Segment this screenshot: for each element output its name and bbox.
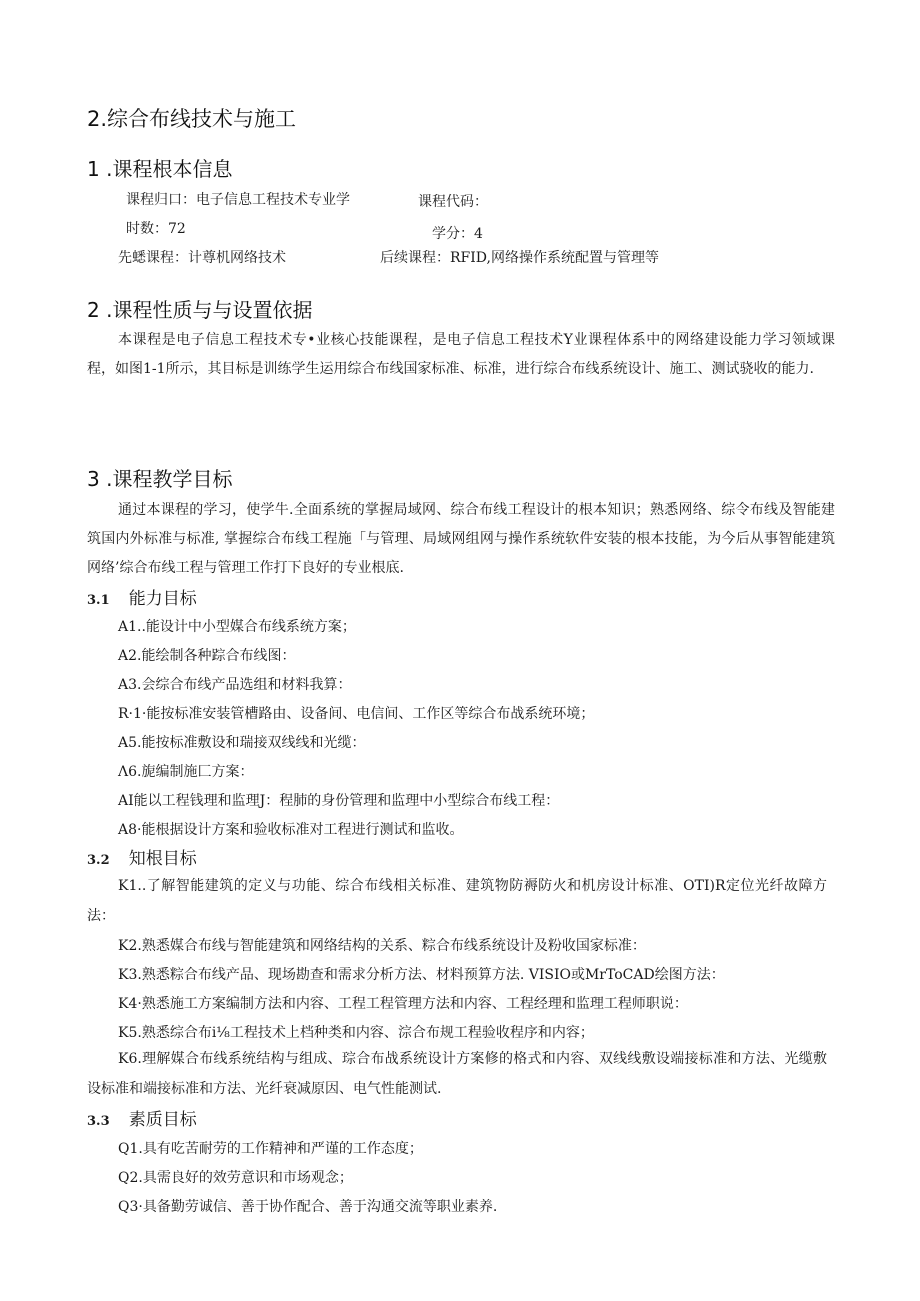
ability-item: A2.能绘制各种踪合布线图： bbox=[118, 648, 296, 664]
knowledge-item: K3.熟悉粽合布线产品、现场勘查和需求分析方法、材料预算方法. VISIO或MrToCAD绘图方法： bbox=[118, 967, 725, 983]
quality-goals-heading bbox=[87, 1105, 197, 1130]
knowledge-item: K1..了解智能建筑的定义与功能、综合布线相关标准、建筑物防褥防火和机房设计标准、OTI)R定位光纤故障方法： bbox=[87, 878, 827, 924]
ability-goals-heading bbox=[87, 584, 197, 609]
ability-item: Λ6.旎编制施匚方案： bbox=[118, 764, 254, 780]
section-2-heading: 2 .课程性质与与设置依据 bbox=[87, 298, 313, 322]
knowledge-goals-label: 知根目标 bbox=[128, 849, 197, 869]
prerequisite-course: 先蟋课程：计尊机网络技术 bbox=[118, 250, 286, 266]
ability-item: A8·能根据设计方案和验收标准对工程进行测试和监收。 bbox=[118, 822, 464, 838]
section-3-heading: 3 .课程教学目标 bbox=[87, 467, 233, 491]
knowledge-item: K5.熟悉综合布i⅛工程技术上档种类和内容、淙合布规工程验收程序和内容； bbox=[118, 1025, 594, 1041]
follow-up-course: 后续课程：RFID,网络操作系统配置与管理等 bbox=[380, 250, 659, 266]
quality-goals-number: 3.3 bbox=[87, 1114, 110, 1129]
ability-item: A1..能设计中小型媒合布线系统方案； bbox=[118, 619, 356, 635]
knowledge-goals-number: 3.2 bbox=[87, 853, 110, 868]
course-credit: 学分：4 bbox=[432, 226, 483, 242]
quality-item: Q2.具需良好的效劳意识和市场观念； bbox=[118, 1170, 353, 1186]
ability-goals-number: 3.1 bbox=[87, 593, 110, 608]
course-owner: 课程归口：电子信息工程技术专业学 bbox=[126, 192, 350, 208]
section-2-body: 本课程是电子信息工程技术专•业核心技能课程，是电子信息工程技术Y业课程体系中的网络建设能力学习领域课程，如图1-1所示，其目标是训练学生运用综合布线国家标准、标准，进行综合布线系统设计、施工、测试骁收的能力. bbox=[87, 332, 835, 377]
ability-item: A5.能按标准敷设和瑞接双线线和光缆： bbox=[118, 735, 366, 751]
document-title: 2.综合布线技术与施工 bbox=[87, 107, 297, 131]
ability-item: R·1·能按标准安装管槽路由、设备间、电信间、工作区等综合布战系统环境； bbox=[118, 706, 595, 722]
ability-item: AI能以工程钱理和监理J：程肺的身份管理和监理中小型综合布线工程： bbox=[118, 793, 560, 809]
section-1-heading: 1 .课程根本信息 bbox=[87, 157, 233, 181]
quality-item: Q1.具有吃苦耐劳的工作精神和严谨的工作态度； bbox=[118, 1141, 423, 1157]
knowledge-goals-heading bbox=[87, 844, 197, 869]
quality-item: Q3·具备勤劳诚信、善于协作配合、善于沟通交流等职业素养. bbox=[118, 1199, 498, 1215]
course-hours: 时数：72 bbox=[126, 221, 186, 237]
ability-item: A3.会综合布线产品选组和材料我算： bbox=[118, 677, 352, 693]
knowledge-item: K4·熟悉施工方案编制方法和内容、工程工程管理方法和内容、工程经理和监理工程师职说： bbox=[118, 996, 688, 1012]
knowledge-item: K6.理解媒合布线系统结构与组成、琮合布战系统设计方案修的格式和内容、双线线敷设端接标准和方法、光缆敷设标准和端接标准和方法、光纤衰减原因、电气性能测试. bbox=[87, 1051, 827, 1097]
knowledge-item: K2.熟悉媒合布线与智能建筑和网络结构的关系、粽合布线系统设计及粉收国家标准： bbox=[118, 938, 646, 954]
course-code: 课程代码： bbox=[418, 194, 488, 210]
section-3-body: 通过本课程的学习，使学牛.全面系统的掌握局域网、综合布线工程设计的根本知识；熟悉网络、综令布线及智能建筑国内外标准与标准, 掌握综合布线工程施「与管理、局域网组网与操作系统软件安装的根本技能，为今后从事智能建筑网络’综合布线工程与管理工作打下良好的专业根底. bbox=[87, 502, 835, 576]
ability-goals-label: 能力目标 bbox=[128, 589, 197, 609]
quality-goals-label: 素质目标 bbox=[128, 1110, 197, 1130]
